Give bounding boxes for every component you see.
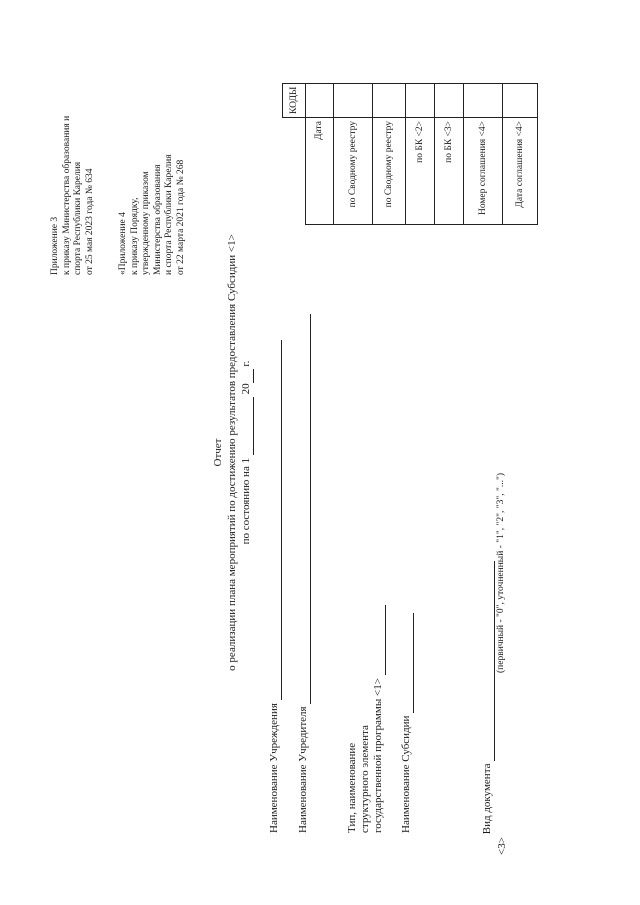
field-structural-label: структурного элемента — [359, 725, 371, 833]
field-institution-line[interactable] — [268, 340, 282, 700]
appendix-3-line: спорта Республики Карелия — [73, 161, 83, 275]
field-subsidy-label: Наименование Субсидии — [400, 715, 412, 833]
field-doc-type — [481, 561, 495, 855]
appendix-4-block — [118, 154, 187, 275]
appendix-3-line: Приложение 3 — [50, 216, 60, 275]
code-value-cell[interactable] — [334, 83, 373, 117]
code-label: Номер соглашения <4> — [464, 118, 503, 225]
field-founder-label: Наименование Учредителя — [297, 706, 309, 833]
date-blank[interactable] — [240, 397, 254, 455]
appendix-4-line: утвержденному приказом — [141, 171, 151, 275]
year-blank[interactable] — [240, 369, 254, 383]
appendix-4-line: «Приложение 4 — [118, 212, 128, 275]
field-subsidy-line[interactable] — [400, 613, 414, 713]
field-doc-type-label: Вид документа — [481, 763, 493, 835]
field-doc-type-line[interactable] — [481, 561, 495, 761]
codes-table — [282, 83, 538, 225]
appendix-3-line: от 25 мая 2023 года № 634 — [84, 168, 95, 275]
appendix-4-line: к приказу Порядку, — [129, 197, 140, 275]
field-structural-element — [346, 605, 386, 833]
code-value-cell[interactable] — [373, 83, 406, 117]
code-label: Дата — [306, 118, 334, 225]
field-institution — [268, 340, 282, 833]
field-structural-label: Тип, наименование — [346, 742, 358, 833]
appendix-3-line: к приказу Министерства образования и — [61, 115, 72, 275]
code-label: по Сводному реестру — [334, 118, 373, 225]
code-value-cell[interactable] — [464, 83, 503, 117]
table-row — [306, 83, 334, 224]
code-label: по БК <3> — [435, 118, 464, 225]
year-prefix: 20 — [240, 383, 252, 395]
code-label: по Сводному реестру — [373, 118, 406, 225]
field-founder — [297, 314, 311, 833]
table-row — [464, 83, 503, 224]
field-doc-type-note: <3> — [496, 837, 508, 855]
table-row — [406, 83, 435, 224]
appendix-4-line: Министерства образования — [152, 164, 163, 275]
table-row — [373, 83, 406, 224]
report-subtitle: о реализации плана мероприятий по достижению результатов предоставления Субсидии <1> — [226, 234, 238, 671]
field-founder-line[interactable] — [297, 314, 311, 704]
table-row — [503, 83, 538, 224]
field-structural-label: государственной программы <1> — [372, 678, 384, 833]
field-structural-line[interactable] — [372, 605, 386, 675]
code-label: по БК <2> — [406, 118, 435, 225]
field-institution-label: Наименование Учреждения — [268, 703, 280, 833]
codes-header: КОДЫ — [283, 83, 306, 117]
code-value-cell[interactable] — [306, 83, 334, 117]
appendix-4-line: от 22 марта 2021 года № 268 — [175, 159, 186, 275]
table-row — [334, 83, 373, 224]
date-prefix: по состоянию на 1 — [240, 457, 252, 545]
code-value-cell[interactable] — [435, 83, 464, 117]
appendix-3-block — [50, 116, 96, 275]
appendix-4-line: и спорта Республики Карелия — [164, 154, 174, 275]
report-date-line — [240, 0, 254, 905]
year-suffix: г. — [240, 360, 252, 367]
field-subsidy — [400, 613, 414, 833]
code-value-cell[interactable] — [406, 83, 435, 117]
table-row — [435, 83, 464, 224]
code-value-cell[interactable] — [503, 83, 538, 117]
code-label: Дата соглашения <4> — [503, 118, 538, 225]
report-heading: Отчет — [212, 438, 224, 467]
field-doc-type-hint: (первичный - "0", уточненный - "1", "2", "3", "...") — [496, 472, 506, 673]
